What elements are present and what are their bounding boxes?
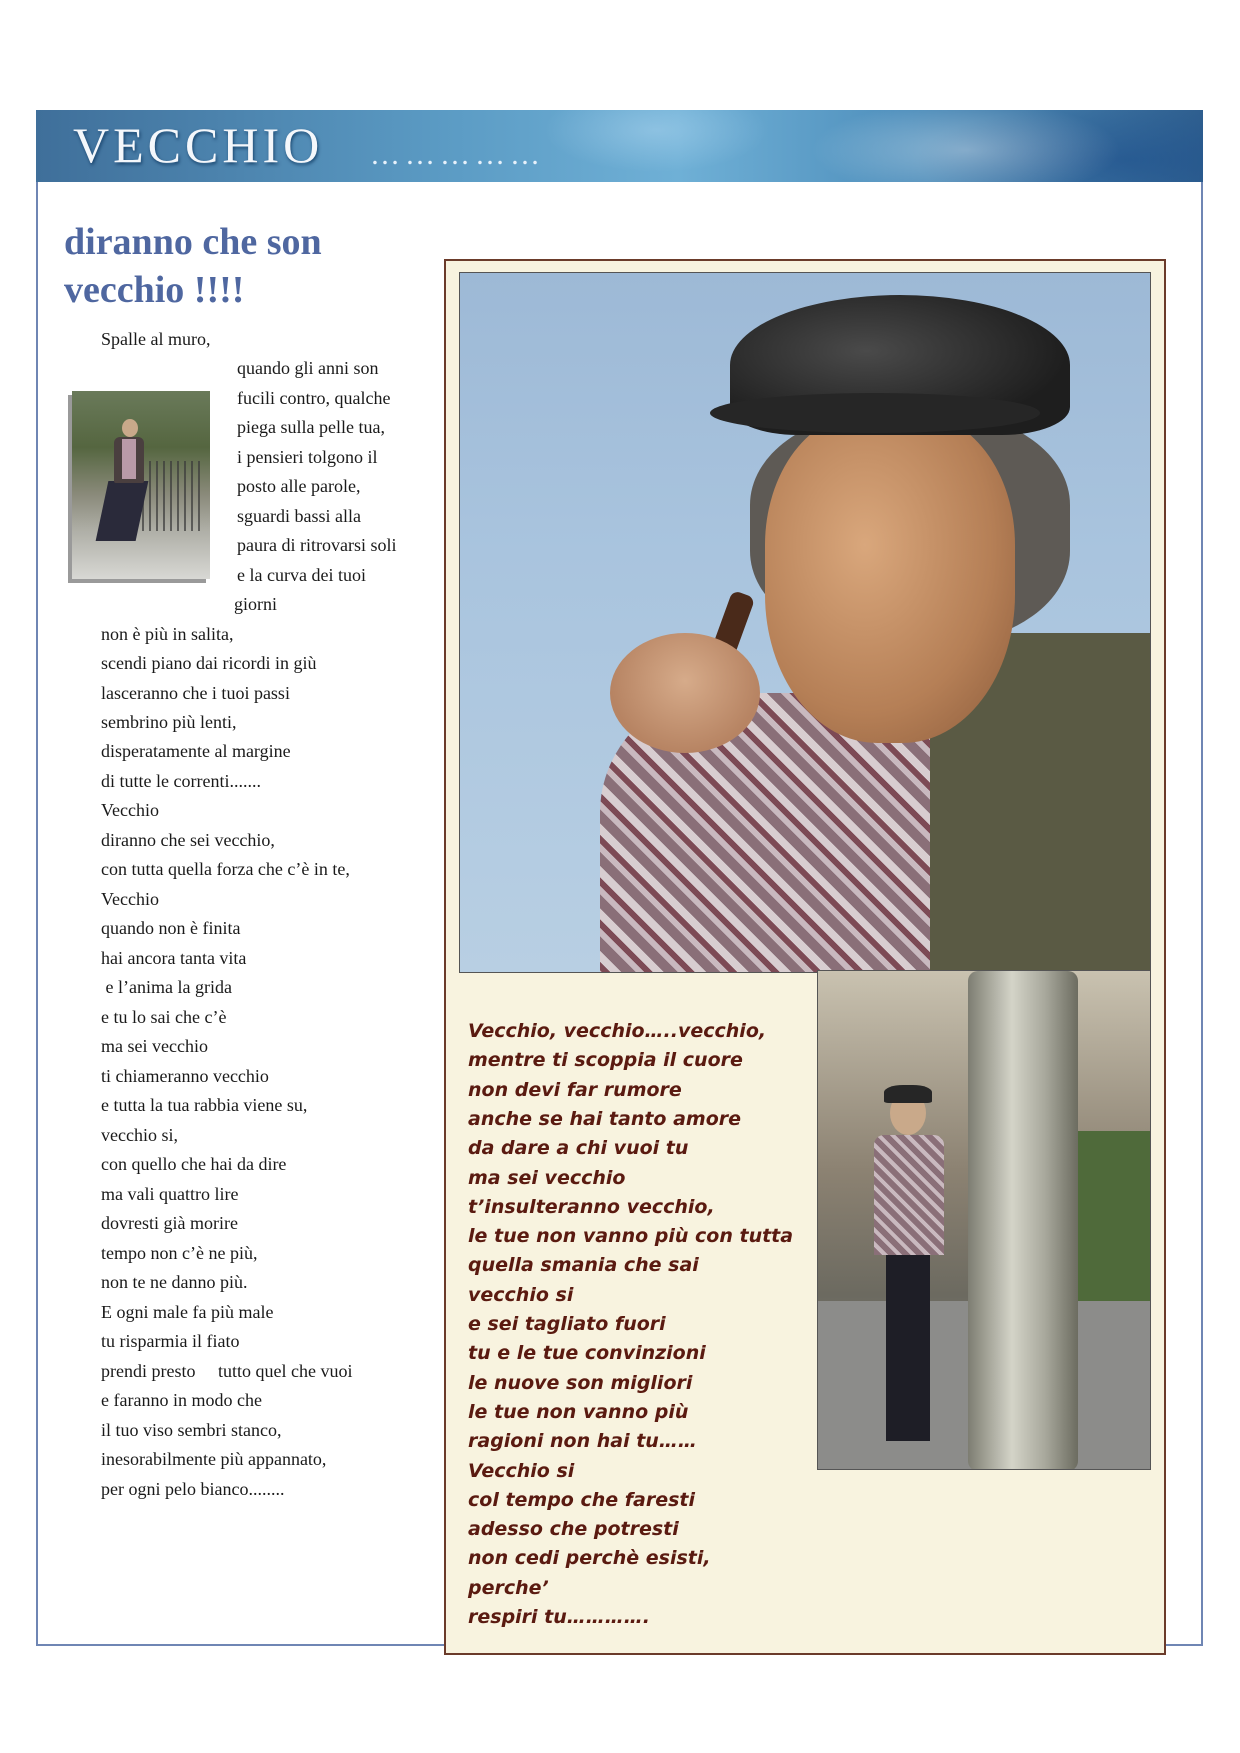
left-poem-line: ma vali quattro lire bbox=[101, 1184, 239, 1204]
poem-title: diranno che son vecchio !!!! bbox=[64, 221, 322, 311]
left-poem-line: diranno che sei vecchio, bbox=[101, 830, 275, 850]
right-poem-line: e sei tagliato fuori bbox=[468, 1313, 666, 1335]
right-poem-line: perche’ bbox=[468, 1576, 549, 1599]
left-poem-line: Vecchio bbox=[101, 889, 159, 909]
left-poem-line: ti chiameranno vecchio bbox=[101, 1066, 269, 1086]
left-poem-line: di tutte le correnti....... bbox=[101, 771, 261, 791]
right-poem-line: ma sei vecchio bbox=[468, 1166, 626, 1189]
left-poem-line: non te ne danno più. bbox=[101, 1272, 248, 1292]
left-poem-line: lasceranno che i tuoi passi bbox=[101, 683, 290, 703]
right-poem-line: adesso che potresti bbox=[468, 1518, 679, 1541]
left-poem-line: posto alle parole, bbox=[237, 476, 361, 496]
right-poem-line: anche se hai tanto amore bbox=[468, 1107, 742, 1130]
left-poem-line: Vecchio bbox=[101, 800, 159, 820]
left-poem-line: Spalle al muro, bbox=[101, 329, 211, 349]
banner-title: VECCHIO bbox=[73, 117, 324, 173]
left-poem-line: con quello che hai da dire bbox=[101, 1154, 287, 1174]
left-poem-line: scendi piano dai ricordi in giù bbox=[101, 653, 317, 673]
right-poem-line: le tue non vanno più con tutta bbox=[468, 1225, 794, 1248]
right-poem-line: mentre ti scoppia il cuore bbox=[468, 1049, 743, 1072]
left-poem-line: quando gli anni son bbox=[237, 358, 379, 378]
right-poem-line: da dare a chi vuoi tu bbox=[468, 1137, 689, 1160]
left-poem-line: non è più in salita, bbox=[101, 624, 234, 644]
seated-man-photo bbox=[72, 391, 210, 579]
right-poem-line: vecchio si bbox=[468, 1283, 574, 1306]
right-poem-line: col tempo che faresti bbox=[468, 1488, 696, 1511]
left-poem-line: tempo non c’è ne più, bbox=[101, 1243, 258, 1263]
left-poem-line: dovresti già morire bbox=[101, 1213, 238, 1233]
left-poem-line: disperatamente al margine bbox=[101, 741, 291, 761]
banner-dots: …………… bbox=[370, 138, 545, 171]
right-poem-line: Vecchio, vecchio…..vecchio, bbox=[468, 1020, 767, 1042]
left-poem-line: vecchio si, bbox=[101, 1125, 178, 1145]
left-poem-line: e tutta la tua rabbia viene su, bbox=[101, 1095, 308, 1115]
right-poem-line: le nuove son migliori bbox=[468, 1371, 693, 1394]
right-poem-line: le tue non vanno più bbox=[468, 1400, 689, 1423]
right-poem-line: non devi far rumore bbox=[468, 1078, 682, 1101]
left-poem-line: E ogni male fa più male bbox=[101, 1302, 274, 1322]
left-poem-line: tu risparmia il fiato bbox=[101, 1331, 240, 1351]
right-poem-line: t’insulteranno vecchio, bbox=[468, 1195, 715, 1218]
left-poem-line: i pensieri tolgono il bbox=[237, 447, 378, 467]
left-poem-line: paura di ritrovarsi soli bbox=[237, 535, 397, 555]
left-poem-line: sguardi bassi alla bbox=[237, 506, 361, 526]
left-poem-line: e tu lo sai che c’è bbox=[101, 1007, 227, 1027]
left-poem-line: e l’anima la grida bbox=[101, 977, 232, 997]
right-poem-line: respiri tu…………. bbox=[468, 1606, 651, 1628]
left-poem-line: per ogni pelo bianco........ bbox=[101, 1479, 285, 1499]
left-poem-line: sembrino più lenti, bbox=[101, 712, 237, 732]
left-poem-line: hai ancora tanta vita bbox=[101, 948, 247, 968]
right-poem-line: ragioni non hai tu…… bbox=[468, 1430, 697, 1453]
man-with-pipe-photo bbox=[459, 272, 1151, 973]
right-poem-line: tu e le tue convinzioni bbox=[468, 1342, 706, 1365]
left-poem-line: inesorabilmente più appannato, bbox=[101, 1449, 327, 1469]
left-poem-line: e faranno in modo che bbox=[101, 1390, 262, 1410]
left-poem-line: giorni bbox=[234, 594, 277, 614]
left-poem-line: fucili contro, qualche bbox=[237, 388, 391, 408]
left-poem-line: ma sei vecchio bbox=[101, 1036, 208, 1056]
left-poem-line: prendi presto tutto quel che vuoi bbox=[101, 1361, 353, 1381]
left-poem-line: il tuo viso sembri stanco, bbox=[101, 1420, 282, 1440]
left-poem-line: e la curva dei tuoi bbox=[237, 565, 366, 585]
left-poem-line: quando non è finita bbox=[101, 918, 241, 938]
left-poem-line: con tutta quella forza che c’è in te, bbox=[101, 859, 350, 879]
header-banner bbox=[36, 110, 1203, 182]
right-poem-line: Vecchio si bbox=[468, 1459, 575, 1482]
right-poem-line: quella smania che sai bbox=[468, 1254, 699, 1277]
man-by-tree-photo bbox=[817, 970, 1151, 1470]
right-poem-line: non cedi perchè esisti, bbox=[468, 1547, 711, 1570]
left-poem-line: piega sulla pelle tua, bbox=[237, 417, 385, 437]
